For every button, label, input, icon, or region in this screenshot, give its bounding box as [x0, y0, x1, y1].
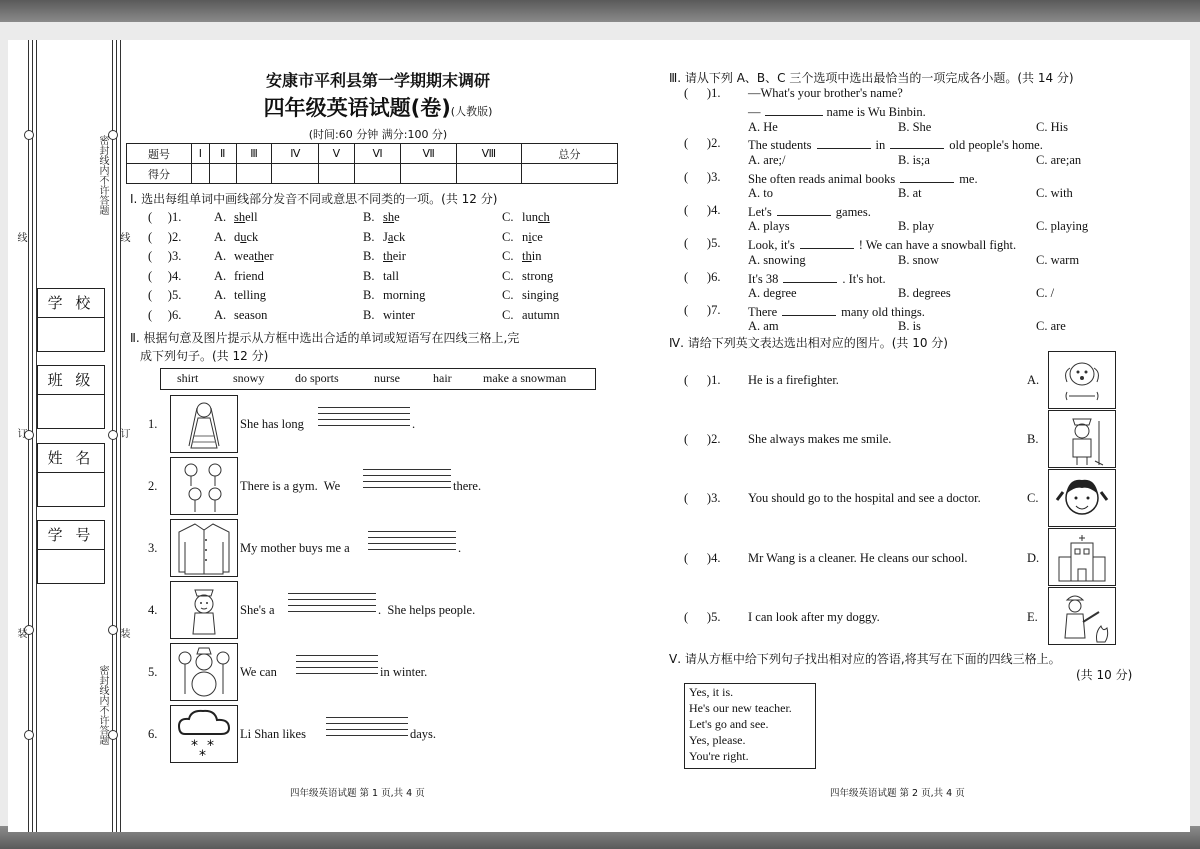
- question-text: [748, 103, 926, 120]
- option-a[interactable]: A. He: [748, 119, 778, 134]
- option-letter: C.: [502, 249, 514, 263]
- option-word-pre: d: [234, 229, 241, 244]
- option-word[interactable]: [383, 230, 405, 245]
- question-post: ! We can have a snowball fight.: [858, 238, 1017, 253]
- sentence-before: Li Shan likes: [240, 727, 306, 741]
- seal-note-bottom: 密封线内不许答题: [97, 665, 108, 745]
- option-letter: A.: [214, 210, 227, 224]
- option-word-pre: season: [234, 307, 268, 322]
- score-header-cell: 题号: [127, 144, 192, 164]
- question-pre: It's 38: [748, 271, 779, 286]
- section1-title: Ⅰ. 选出每组单词中画线部分发音不同或意思不同类的一项。(共 12 分): [130, 192, 498, 206]
- option-word[interactable]: [383, 210, 400, 225]
- sentence-after: . She helps people.: [378, 603, 476, 617]
- sentence-after: in winter.: [380, 665, 428, 679]
- option-letter: A.: [214, 307, 227, 322]
- answer-paren[interactable]: ( )4.: [148, 268, 182, 283]
- option-word-post: ce: [531, 229, 543, 244]
- statement-text: Mr Wang is a cleaner. He cleans our school.: [748, 550, 968, 565]
- option-word-underlined: ch: [537, 210, 550, 224]
- option-b[interactable]: B. is: [898, 319, 921, 334]
- score-cell[interactable]: [192, 164, 210, 184]
- option-c[interactable]: C. playing: [1036, 219, 1089, 234]
- question-pre: The students: [748, 138, 812, 153]
- section3-title: Ⅲ. 请从下列 A、B、C 三个选项中选出最恰当的一项完成各小题。(共 14 分): [669, 71, 1074, 85]
- binding-hole: [24, 730, 34, 740]
- question-text: [748, 270, 886, 287]
- four-line-grid[interactable]: [318, 407, 410, 427]
- question-pre: Look, it's: [748, 238, 795, 253]
- option-word-post: eir: [392, 249, 406, 263]
- answer-blank[interactable]: [783, 270, 837, 283]
- option-word[interactable]: [383, 269, 399, 284]
- sentence-before: There is a gym. We: [240, 479, 341, 493]
- student-id-field[interactable]: [37, 520, 105, 584]
- option-word-underlined: th: [383, 249, 393, 263]
- option-a[interactable]: A. to: [748, 186, 773, 201]
- four-line-grid[interactable]: [368, 531, 456, 551]
- option-word[interactable]: [522, 308, 560, 323]
- mark-ding: 订: [118, 428, 129, 438]
- option-letter: A.: [214, 249, 227, 263]
- word-bank-item: do sports: [295, 371, 339, 385]
- option-word-post: e: [394, 210, 400, 224]
- mark-zhuang: 装: [15, 628, 26, 638]
- class-field[interactable]: [37, 365, 105, 429]
- option-word[interactable]: [234, 308, 267, 323]
- answer-paren[interactable]: ( )5.: [684, 236, 721, 251]
- option-word-pre: J: [383, 229, 388, 244]
- option-a[interactable]: A. am: [748, 319, 779, 334]
- four-line-grid[interactable]: [326, 717, 408, 737]
- picture-letter: B.: [1027, 432, 1039, 447]
- answer-blank[interactable]: [782, 303, 836, 316]
- option-word-underlined: i: [528, 229, 532, 244]
- option-word-pre: telling: [234, 288, 266, 302]
- time-info: (时间:60 分钟 满分:100 分): [308, 128, 448, 141]
- score-cell[interactable]: [209, 164, 236, 184]
- answer-option: Let's go and see.: [689, 717, 769, 731]
- question-pre: She often reads animal books: [748, 171, 896, 186]
- exam-title-text: 四年级英语试题(卷): [263, 96, 451, 120]
- question-post: . It's hot.: [842, 271, 886, 286]
- option-letter: B.: [363, 249, 375, 263]
- cleaner-icon: [1048, 410, 1116, 468]
- shirt-icon: [170, 519, 238, 577]
- score-header-cell: Ⅶ: [401, 144, 457, 164]
- svg-text:*: *: [199, 748, 206, 762]
- word-bank-item: make a snowman: [483, 371, 567, 385]
- answer-paren[interactable]: ( )1.: [684, 86, 721, 100]
- score-cell[interactable]: [521, 164, 617, 184]
- score-cell[interactable]: [457, 164, 522, 184]
- answer-blank[interactable]: [800, 236, 854, 249]
- answer-paren[interactable]: ( )2.: [684, 136, 721, 151]
- section2-title-line2: 成下列句子。(共 12 分): [140, 349, 269, 363]
- option-letter: B.: [363, 229, 375, 244]
- section5-title: Ⅴ. 请从方框中给下列句子找出相对应的答语,将其写在下面的四线三格上。: [669, 652, 1061, 666]
- answer-blank[interactable]: [777, 203, 831, 216]
- hospital-icon: [1048, 528, 1116, 586]
- answer-paren[interactable]: ( )1.: [148, 210, 182, 224]
- option-word[interactable]: [522, 269, 553, 284]
- option-word[interactable]: [522, 288, 559, 303]
- sentence-before: She has long: [240, 417, 304, 431]
- sentence-before: She's a: [240, 603, 275, 617]
- option-word-pre: autumn: [522, 307, 560, 322]
- question-text: [748, 136, 1043, 153]
- section2-title-line1: Ⅱ. 根据句意及图片提示从方框中选出合适的单词或短语写在四线三格上,完: [130, 331, 520, 345]
- puppy-icon: [1048, 351, 1116, 409]
- seal-note-top: 密封线内不许答题: [97, 135, 108, 215]
- option-word-underlined: th: [522, 249, 532, 263]
- exam-paper: [8, 40, 1190, 832]
- four-line-grid[interactable]: [363, 469, 451, 489]
- question-post: old people's home.: [949, 138, 1043, 153]
- svg-text:*: *: [191, 738, 198, 754]
- option-word-post: in: [531, 249, 542, 263]
- answer-blank[interactable]: [890, 136, 944, 149]
- option-word-post: ck: [393, 229, 406, 244]
- question-text: [748, 303, 925, 320]
- option-c[interactable]: C. are;an: [1036, 152, 1082, 167]
- option-b[interactable]: B. degrees: [898, 286, 951, 300]
- snow-cloud-icon: [170, 705, 238, 763]
- sentence-after: .: [412, 417, 416, 431]
- option-a[interactable]: A. snowing: [748, 252, 806, 267]
- question-number: 2.: [148, 479, 158, 493]
- option-letter: B.: [363, 210, 375, 224]
- option-c[interactable]: C. /: [1036, 286, 1055, 300]
- answer-paren[interactable]: ( )2.: [684, 432, 721, 447]
- question-number: 4.: [148, 603, 158, 617]
- option-word[interactable]: [383, 308, 415, 323]
- word-bank-item: snowy: [233, 371, 265, 385]
- score-table: [126, 143, 618, 184]
- answer-paren[interactable]: ( )4.: [684, 202, 721, 217]
- option-c[interactable]: C. warm: [1036, 252, 1080, 267]
- option-letter: B.: [363, 268, 375, 283]
- class-label: 班 级: [38, 366, 104, 395]
- snowman-icon: [170, 643, 238, 701]
- option-b[interactable]: B. is;a: [898, 152, 930, 167]
- question-pre: Let's: [748, 204, 772, 219]
- option-c[interactable]: C. with: [1036, 186, 1073, 201]
- school-label: 学 校: [38, 289, 104, 318]
- kids-sports-icon: [170, 457, 238, 515]
- option-word-underlined: sh: [234, 210, 246, 224]
- option-c[interactable]: C. His: [1036, 119, 1068, 134]
- option-c[interactable]: C. are: [1036, 319, 1066, 334]
- question-rest: name is Wu Binbin.: [826, 105, 926, 119]
- answer-paren[interactable]: ( )3.: [684, 169, 721, 184]
- question-dash: —: [748, 105, 761, 119]
- option-letter: C.: [502, 210, 514, 224]
- mark-ding: 订: [15, 428, 26, 438]
- option-word-pre: lun: [522, 210, 538, 224]
- question-pre: There: [748, 304, 778, 319]
- name-field[interactable]: [37, 443, 105, 507]
- score-cell[interactable]: [354, 164, 401, 184]
- option-word[interactable]: [522, 249, 541, 264]
- option-letter: A.: [214, 288, 227, 302]
- word-bank: [160, 368, 596, 390]
- word-bank-item: nurse: [374, 371, 400, 385]
- picture-letter: A.: [1027, 373, 1040, 387]
- option-word-pre: friend: [234, 268, 264, 283]
- mark-xian: 线: [15, 232, 26, 242]
- option-letter: C.: [502, 307, 514, 322]
- name-label: 姓 名: [38, 444, 104, 473]
- score-header-cell: 总分: [521, 144, 617, 164]
- answer-paren[interactable]: ( )3.: [148, 249, 182, 263]
- option-word-underlined: u: [240, 229, 247, 244]
- score-row-label: 得分: [127, 164, 192, 184]
- four-line-grid[interactable]: [288, 593, 376, 613]
- sentence-after: days.: [410, 727, 437, 741]
- smiling-girl-icon: [1048, 469, 1116, 527]
- option-letter: C.: [502, 229, 514, 244]
- score-header-cell: Ⅴ: [319, 144, 355, 164]
- option-word[interactable]: [234, 249, 274, 264]
- edition-label: (人教版): [450, 105, 493, 118]
- girl-long-hair-icon: [170, 395, 238, 453]
- answer-option: He's our new teacher.: [689, 701, 792, 715]
- option-word[interactable]: [234, 230, 258, 245]
- page-footer-left: 四年级英语试题 第 1 页,共 4 页: [290, 788, 425, 799]
- picture-letter: C.: [1027, 491, 1039, 506]
- nurse-icon: [170, 581, 238, 639]
- statement-text: He is a firefighter.: [748, 373, 839, 387]
- statement-text: I can look after my doggy.: [748, 609, 880, 624]
- section5-points: (共 10 分): [1076, 668, 1133, 682]
- statement-text: You should go to the hospital and see a doctor.: [748, 491, 981, 506]
- option-word[interactable]: [234, 210, 258, 225]
- answer-paren[interactable]: ( )7.: [684, 302, 721, 317]
- sentence-after: there.: [453, 479, 482, 493]
- option-letter: A.: [214, 229, 227, 244]
- option-word-pre: n: [522, 229, 529, 244]
- mark-xian: 线: [118, 232, 129, 242]
- option-word-underlined: a: [387, 229, 394, 244]
- question-text: —What's your brother's name?: [748, 86, 903, 100]
- option-letter: B.: [363, 288, 375, 302]
- page-footer-right: 四年级英语试题 第 2 页,共 4 页: [830, 788, 965, 799]
- student-id-label: 学 号: [38, 521, 104, 550]
- option-word-underlined: th: [254, 249, 264, 263]
- binding-strip: [8, 40, 128, 832]
- option-letter: B.: [363, 307, 375, 322]
- option-letter: A.: [214, 268, 227, 283]
- option-word-pre: wea: [234, 249, 255, 263]
- word-bank-item: shirt: [177, 371, 199, 385]
- option-word[interactable]: [383, 288, 425, 303]
- answer-paren[interactable]: ( )3.: [684, 491, 721, 506]
- answer-paren[interactable]: ( )4.: [684, 550, 721, 565]
- score-header-cell: Ⅰ: [192, 144, 210, 164]
- sentence-before: My mother buys me a: [240, 541, 350, 555]
- option-word-post: ell: [245, 210, 258, 224]
- section4-title: Ⅳ. 请给下列英文表达选出相对应的图片。(共 10 分): [669, 336, 948, 350]
- question-post: me.: [959, 171, 978, 186]
- option-a[interactable]: A. are;/: [748, 152, 786, 167]
- four-line-grid[interactable]: [296, 655, 378, 675]
- score-header-cell: Ⅳ: [272, 144, 319, 164]
- option-word-underlined: sh: [383, 210, 395, 224]
- question-text: [748, 203, 871, 220]
- score-header-cell: Ⅷ: [457, 144, 522, 164]
- option-word[interactable]: [234, 288, 266, 303]
- option-word-pre: morning: [383, 288, 426, 302]
- question-mid: in: [875, 138, 886, 153]
- binding-hole: [24, 130, 34, 140]
- sentence-after: .: [458, 541, 462, 555]
- option-word[interactable]: [522, 210, 550, 225]
- question-post: many old things.: [841, 304, 925, 319]
- option-a[interactable]: A. degree: [748, 286, 797, 300]
- option-letter: C.: [502, 288, 514, 302]
- option-b[interactable]: B. play: [898, 219, 935, 234]
- score-header-cell: Ⅵ: [354, 144, 401, 164]
- option-word-post: er: [263, 249, 274, 263]
- option-word[interactable]: [522, 230, 543, 245]
- question-number: 1.: [148, 417, 158, 431]
- option-b[interactable]: B. She: [898, 119, 932, 134]
- statement-text: She always makes me smile.: [748, 432, 892, 447]
- option-b[interactable]: B. at: [898, 186, 922, 201]
- option-word[interactable]: [234, 269, 264, 284]
- question-number: 3.: [148, 541, 158, 555]
- svg-text:*: *: [207, 738, 214, 754]
- question-number: 5.: [148, 665, 158, 679]
- question-post: games.: [835, 204, 871, 219]
- answer-paren[interactable]: ( )1.: [684, 373, 721, 387]
- score-cell[interactable]: [272, 164, 319, 184]
- option-word-post: ck: [246, 229, 259, 244]
- answer-option: Yes, please.: [689, 733, 746, 747]
- scanner-top-edge: [0, 0, 1200, 22]
- score-cell[interactable]: [319, 164, 355, 184]
- answer-paren[interactable]: ( )6.: [684, 269, 721, 284]
- answer-paren[interactable]: ( )5.: [684, 609, 721, 624]
- firefighter-icon: [1048, 587, 1116, 645]
- answer-paren[interactable]: ( )6.: [148, 307, 182, 322]
- option-word-pre: tall: [383, 268, 399, 283]
- option-letter: C.: [502, 268, 514, 283]
- question-number: 6.: [148, 727, 158, 741]
- answer-paren[interactable]: ( )5.: [148, 288, 182, 302]
- option-word[interactable]: [383, 249, 406, 264]
- score-header-cell: Ⅱ: [209, 144, 236, 164]
- option-word-pre: singing: [522, 288, 559, 302]
- mark-zhuang: 装: [118, 628, 129, 638]
- answer-option: You're right.: [689, 749, 749, 763]
- answer-option: Yes, it is.: [689, 685, 734, 699]
- option-b[interactable]: B. snow: [898, 252, 939, 267]
- picture-letter: E.: [1027, 609, 1038, 624]
- option-word-pre: strong: [522, 268, 554, 283]
- school-field[interactable]: [37, 288, 105, 352]
- option-word-pre: winter: [383, 307, 415, 322]
- option-a[interactable]: A. plays: [748, 219, 790, 234]
- question-text: [748, 236, 1016, 253]
- sentence-before: We can: [240, 665, 277, 679]
- question-text: [748, 170, 978, 187]
- answer-bank: [684, 683, 816, 769]
- exam-subtitle: 安康市平利县第一学期期末调研: [265, 71, 490, 90]
- score-cell[interactable]: [401, 164, 457, 184]
- exam-title: [208, 92, 548, 122]
- answer-blank[interactable]: [765, 103, 823, 116]
- answer-paren[interactable]: ( )2.: [148, 229, 182, 244]
- answer-blank[interactable]: [900, 170, 954, 183]
- word-bank-item: hair: [433, 371, 452, 385]
- answer-blank[interactable]: [817, 136, 871, 149]
- picture-letter: D.: [1027, 550, 1040, 565]
- score-header-cell: Ⅲ: [236, 144, 272, 164]
- score-cell[interactable]: [236, 164, 272, 184]
